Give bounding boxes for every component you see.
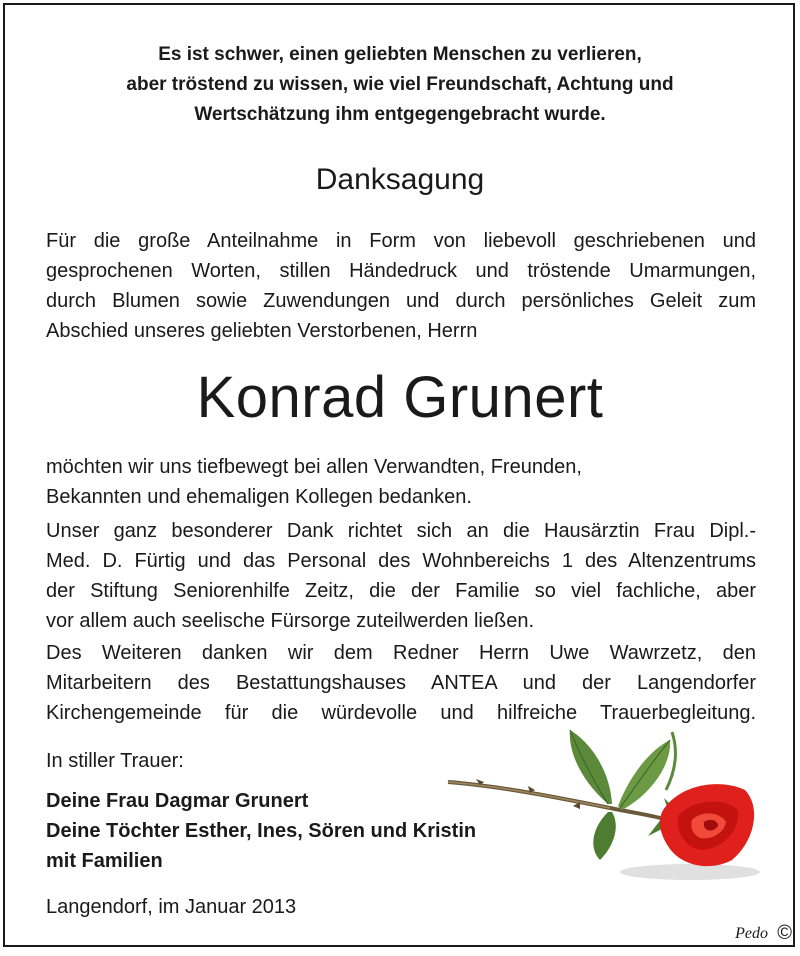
thanks-further-paragraph — [46, 638, 756, 728]
motto-line: Es ist schwer, einen geliebten Menschen zu verlieren, — [158, 44, 642, 65]
deceased-name: Konrad Grunert — [196, 365, 604, 430]
thanks-line: möchten wir uns tiefbewegt bei allen Verwandten, Freunden, — [46, 456, 582, 478]
signature-line: mit Familien — [46, 850, 163, 872]
intro-line: durch Blumen sowie Zuwendungen und durch persönliches Geleit zum — [46, 290, 756, 312]
intro-line: gesprochenen Worten, stillen Händedruck und tröstende Umarmungen, — [46, 260, 756, 282]
thanks-doctor-paragraph — [46, 516, 756, 636]
thanks-line: Mitarbeitern des Bestattungshauses ANTEA und der Langendorfer — [46, 672, 756, 694]
thanks-line: der Stiftung Seniorenhilfe Zeitz, die der Familie so viel fachliche, aber — [46, 580, 756, 602]
thanks-line: Bekannten und ehemaligen Kollegen bedanken. — [46, 486, 472, 508]
photo-credit: Pedo — [735, 925, 768, 942]
motto — [0, 40, 800, 130]
intro-line: Für die große Anteilnahme in Form von liebevoll geschriebenen und — [46, 230, 756, 252]
rose-illustration — [440, 720, 770, 900]
place-date: Langendorf, im Januar 2013 — [46, 896, 297, 918]
intro-paragraph — [46, 226, 756, 346]
thanks-line: vor allem auch seelische Fürsorge zuteilwerden ließen. — [46, 610, 535, 632]
thanks-line: Unser ganz besonderer Dank richtet sich an die Hausärztin Frau Dipl.- — [46, 520, 756, 542]
thanks-line: Kirchengemeinde für die würdevolle und hilfreiche Trauerbegleitung. — [46, 702, 756, 724]
heading: Danksagung — [315, 163, 485, 196]
thanks-general-paragraph — [46, 452, 756, 512]
thanks-line: Des Weiteren danken wir dem Redner Herrn Uwe Wawrzetz, den — [46, 642, 756, 664]
copyright-icon: © — [777, 922, 792, 944]
thanks-line: Med. D. Fürtig und das Personal des Wohnbereichs 1 des Altenzentrums — [46, 550, 756, 572]
signature-line: Deine Frau Dagmar Grunert — [46, 790, 309, 812]
intro-line: Abschied unseres geliebten Verstorbenen, Herrn — [46, 320, 478, 342]
motto-line: Wertschätzung ihm entgegengebracht wurde. — [194, 104, 606, 125]
signature-line: Deine Töchter Esther, Ines, Sören und Kristin — [46, 820, 477, 842]
motto-line: aber tröstend zu wissen, wie viel Freundschaft, Achtung und — [126, 74, 674, 95]
mourning-label: In stiller Trauer: — [46, 750, 184, 772]
